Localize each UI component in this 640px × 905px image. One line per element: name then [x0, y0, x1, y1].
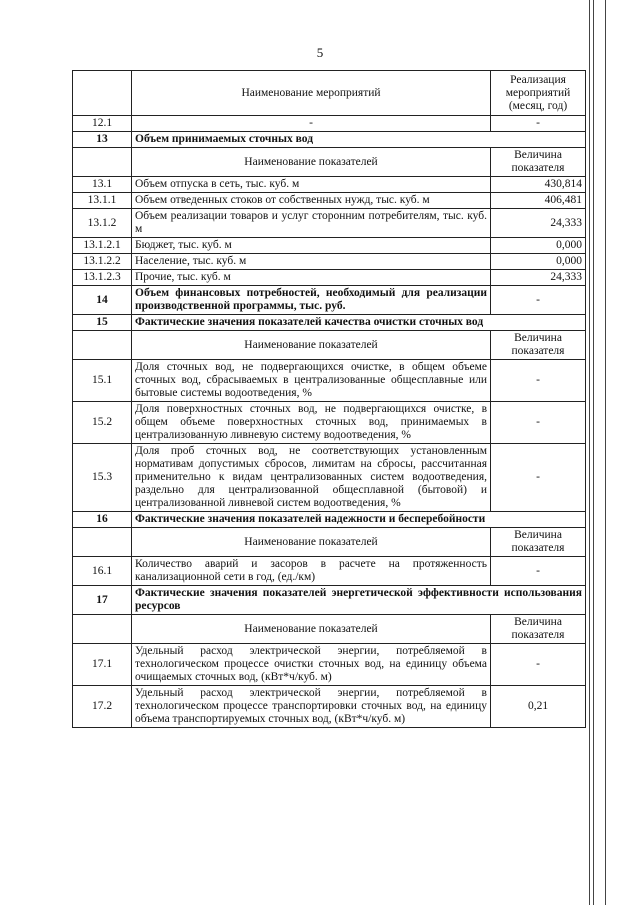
row-num: 17.2 — [73, 686, 132, 728]
empty-cell — [73, 615, 132, 644]
section-title: Фактические значения показателей качества очистки сточных вод — [132, 315, 586, 331]
indicator-name-header: Наименование показателей — [132, 615, 491, 644]
row-num: 13.1.2.1 — [73, 238, 132, 254]
indicator-header-row — [73, 148, 586, 177]
row-name: Удельный расход электрической энергии, потребляемой в технологическом процессе очистки сточных вод, на единицу объема очищаемых сточных вод, (кВт*ч/куб. м) — [132, 644, 491, 686]
section-num: 15 — [73, 315, 132, 331]
row-value: - — [491, 557, 586, 586]
row-value: - — [491, 116, 586, 132]
section-title: Объем финансовых потребностей, необходимый для реализации производственной программы, тыс. руб. — [132, 286, 491, 315]
section-value: - — [491, 286, 586, 315]
row-num: 13.1.2 — [73, 209, 132, 238]
section-title: Фактические значения показателей энергетической эффективности использования ресурсов — [132, 586, 586, 615]
table-header-row — [73, 71, 586, 116]
row-num: 17.1 — [73, 644, 132, 686]
empty-cell — [73, 528, 132, 557]
row-name: Доля сточных вод, не подвергающихся очистке, в общем объеме сточных вод, сбрасываемых в централизованные общесплавные или бытовые системы водоотведения, % — [132, 360, 491, 402]
row-value: - — [491, 444, 586, 512]
table-row — [73, 209, 586, 238]
row-value: 24,333 — [491, 270, 586, 286]
page-number: 5 — [316, 45, 324, 60]
section-num: 16 — [73, 512, 132, 528]
table-row — [73, 238, 586, 254]
section-title: Объем принимаемых сточных вод — [132, 132, 586, 148]
section-row-13 — [73, 132, 586, 148]
row-name: Доля поверхностных сточных вод, не подвергающихся очистке, в общем объеме поверхностных сточных вод, принимаемых в централизованную ливневую систему водоотведения, % — [132, 402, 491, 444]
row-value: 0,21 — [491, 686, 586, 728]
section-row-14 — [73, 286, 586, 315]
row-name: Объем отпуска в сеть, тыс. куб. м — [132, 177, 491, 193]
program-table — [72, 70, 586, 728]
row-value: - — [491, 360, 586, 402]
row-num: 15.2 — [73, 402, 132, 444]
indicator-value-header: Величина показателя — [491, 331, 586, 360]
table-row — [73, 270, 586, 286]
row-num: 13.1.1 — [73, 193, 132, 209]
row-num: 15.1 — [73, 360, 132, 402]
row-num: 13.1.2.2 — [73, 254, 132, 270]
indicator-value-header: Величина показателя — [491, 615, 586, 644]
table-row — [73, 193, 586, 209]
section-row-17 — [73, 586, 586, 615]
row-value: 24,333 — [491, 209, 586, 238]
table-row — [73, 254, 586, 270]
row-value: 0,000 — [491, 254, 586, 270]
row-name: Объем реализации товаров и услуг сторонним потребителям, тыс. куб. м — [132, 209, 491, 238]
indicator-name-header: Наименование показателей — [132, 528, 491, 557]
row-value: - — [491, 402, 586, 444]
row-name: Прочие, тыс. куб. м — [132, 270, 491, 286]
table-row — [73, 177, 586, 193]
table-row — [73, 557, 586, 586]
indicator-value-header: Величина показателя — [491, 528, 586, 557]
header-value-cell: Реализация мероприятий (месяц, год) — [491, 71, 586, 116]
section-row-16 — [73, 512, 586, 528]
indicator-header-row — [73, 331, 586, 360]
indicator-value-header: Величина показателя — [491, 148, 586, 177]
header-name-cell: Наименование мероприятий — [132, 71, 491, 116]
section-num: 17 — [73, 586, 132, 615]
section-row-15 — [73, 315, 586, 331]
table-row — [73, 116, 586, 132]
row-value: 430,814 — [491, 177, 586, 193]
indicator-name-header: Наименование показателей — [132, 331, 491, 360]
row-value: 0,000 — [491, 238, 586, 254]
row-name: Удельный расход электрической энергии, потребляемой в технологическом процессе транспортировки сточных вод, на единицу объема транспортируемых сточных вод, (кВт*ч/куб. м) — [132, 686, 491, 728]
row-name: Население, тыс. куб. м — [132, 254, 491, 270]
section-num: 14 — [73, 286, 132, 315]
row-value: 406,481 — [491, 193, 586, 209]
row-name: Бюджет, тыс. куб. м — [132, 238, 491, 254]
row-num: 16.1 — [73, 557, 132, 586]
row-name: Доля проб сточных вод, не соответствующих установленным нормативам допустимых сбросов, лимитам на сбросы, рассчитанная применительно к видам централизованных систем водоотведения, раздельно для централизованной общесплавной (бытовой) и централизованной ливневой систем водоотведения, % — [132, 444, 491, 512]
section-num: 13 — [73, 132, 132, 148]
indicator-name-header: Наименование показателей — [132, 148, 491, 177]
table-row — [73, 644, 586, 686]
indicator-header-row — [73, 615, 586, 644]
row-name: Объем отведенных стоков от собственных нужд, тыс. куб. м — [132, 193, 491, 209]
table-row — [73, 402, 586, 444]
table-row — [73, 360, 586, 402]
row-value: - — [491, 644, 586, 686]
row-num: 13.1.2.3 — [73, 270, 132, 286]
row-name: Количество аварий и засоров в расчете на протяженность канализационной сети в год, (ед./км) — [132, 557, 491, 586]
row-num: 12.1 — [73, 116, 132, 132]
row-num: 15.3 — [73, 444, 132, 512]
header-num-cell — [73, 71, 132, 116]
row-name: - — [132, 116, 491, 132]
section-title: Фактические значения показателей надежности и бесперебойности — [132, 512, 586, 528]
empty-cell — [73, 331, 132, 360]
table-row — [73, 686, 586, 728]
empty-cell — [73, 148, 132, 177]
table-row — [73, 444, 586, 512]
indicator-header-row — [73, 528, 586, 557]
row-num: 13.1 — [73, 177, 132, 193]
